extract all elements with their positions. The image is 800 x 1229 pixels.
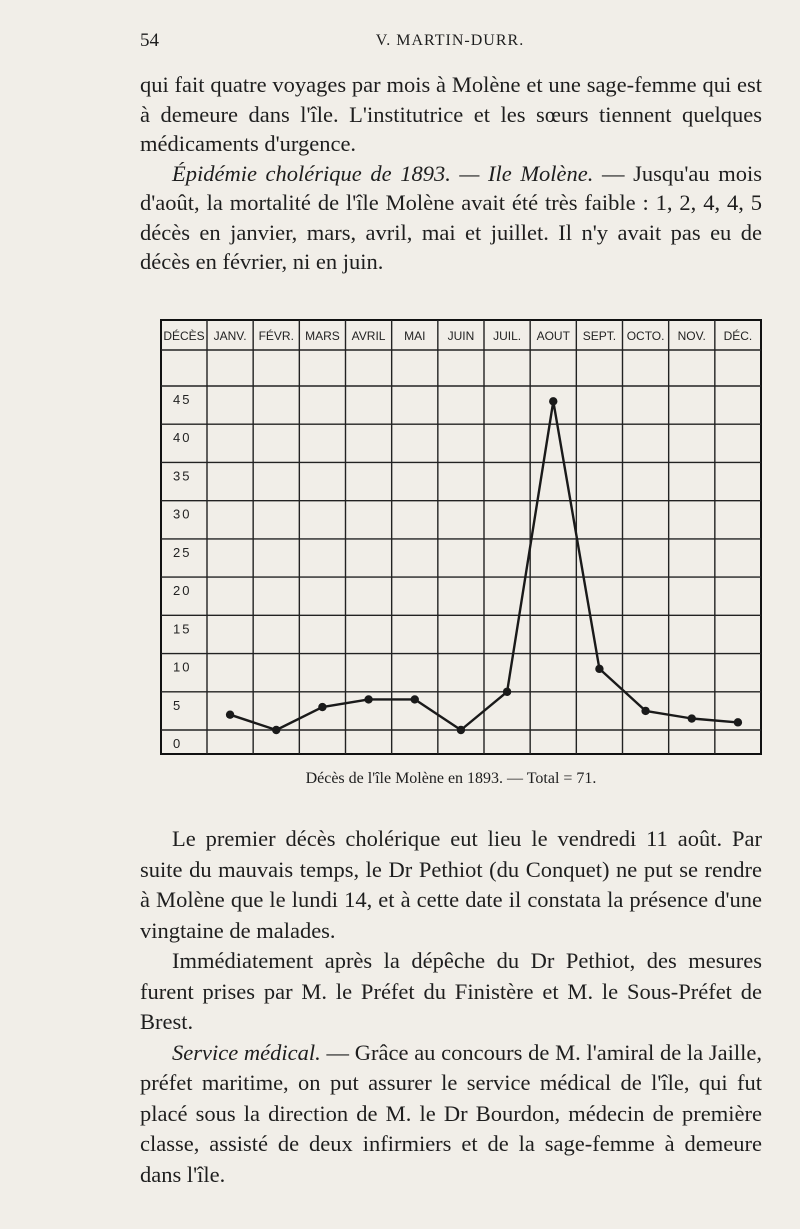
chart-caption: Décès de l'île Molène en 1893. — Total = 71. (305, 770, 597, 787)
data-point (734, 718, 742, 726)
y-tick-label: 20 (173, 583, 192, 599)
month-label: NOV. (677, 329, 706, 343)
y-tick-label: 15 (173, 621, 192, 637)
month-label: FÉVR. (258, 329, 294, 343)
section-heading-medical: Service médical. (172, 1039, 321, 1065)
month-label: MARS (305, 329, 340, 343)
paragraph-continuation: qui fait quatre voyages par mois à Molène et une sage-femme qui est à demeure dans l'île. L'institutrice et les sœurs tiennent quelques médicaments d'urgence. (140, 72, 762, 156)
running-head: V. MARTIN-DURR. (375, 32, 525, 49)
section-heading-epidemic: Épidémie cholérique de 1893. — Ile Molène. (172, 160, 594, 186)
month-label: OCTO. (626, 329, 665, 343)
paragraph-medical-service (140, 1038, 762, 1191)
chart-frame (161, 320, 761, 754)
page-number: 54 (140, 30, 159, 51)
y-tick-label: 40 (173, 430, 192, 446)
data-point (272, 726, 280, 734)
month-label: JUIL. (493, 329, 522, 343)
data-point (549, 397, 557, 405)
chart-svg (140, 318, 765, 763)
data-point (457, 726, 465, 734)
month-label: SEPT. (582, 329, 617, 343)
paragraph-measures: Immédiatement après la dépêche du Dr Pethiot, des mesures furent prises par M. le Préfet du Finistère et M. le Sous-Préfet de Brest. (140, 948, 762, 1034)
data-point (318, 703, 326, 711)
y-tick-label: 0 (173, 736, 183, 751)
y-tick-label: 35 (173, 468, 192, 484)
month-label: JANV. (213, 329, 247, 343)
y-tick-label: 5 (173, 697, 183, 713)
y-tick-label: 10 (173, 659, 192, 675)
month-label: DÉC. (723, 329, 753, 343)
month-label: JUIN (447, 329, 475, 343)
text-block-top (140, 70, 762, 277)
paragraph-medical-text: — Grâce au concours de M. l'amiral de la Jaille, préfet maritime, on put assurer le service médical de l'île, qui fut placé sous la direction de M. le Dr Bourdon, médecin de première classe, assisté de deux infirmiers et de la sage-femme à demeure dans l'île. (140, 1039, 762, 1187)
chart-grid (161, 320, 761, 754)
paragraph-epidemic (140, 159, 762, 277)
paragraph-epidemic-text: — Jusqu'au mois d'août, la mortalité de l'île Molène avait été très faible : 1, 2, 4, 4, 5 décès en janvier, mars, avril, mai et juillet. Il n'y avait pas eu de décès en février, ni en juin. (140, 160, 762, 274)
page-header (140, 30, 760, 64)
mortality-chart (140, 318, 765, 763)
data-point (595, 665, 603, 673)
data-point (226, 711, 234, 719)
text-block-bottom (140, 824, 762, 1190)
corner-label-deces: DÉCÈS (163, 329, 205, 343)
month-label: MAI (404, 329, 426, 343)
data-point (411, 695, 419, 703)
data-point (364, 695, 372, 703)
month-label: AOUT (536, 329, 570, 343)
data-point (688, 714, 696, 722)
y-tick-label: 25 (173, 544, 192, 560)
y-tick-label: 30 (173, 506, 192, 522)
data-point (641, 707, 649, 715)
paragraph-first-death: Le premier décès cholérique eut lieu le vendredi 11 août. Par suite du mauvais temps, le Dr Pethiot (du Conquet) ne put se rendre à Molène que le lundi 14, et à cette date il constata la présence d'une vingtaine de malades. (140, 826, 762, 943)
y-tick-label: 45 (173, 392, 192, 407)
month-label: AVRIL (351, 329, 386, 343)
data-point (503, 688, 511, 696)
